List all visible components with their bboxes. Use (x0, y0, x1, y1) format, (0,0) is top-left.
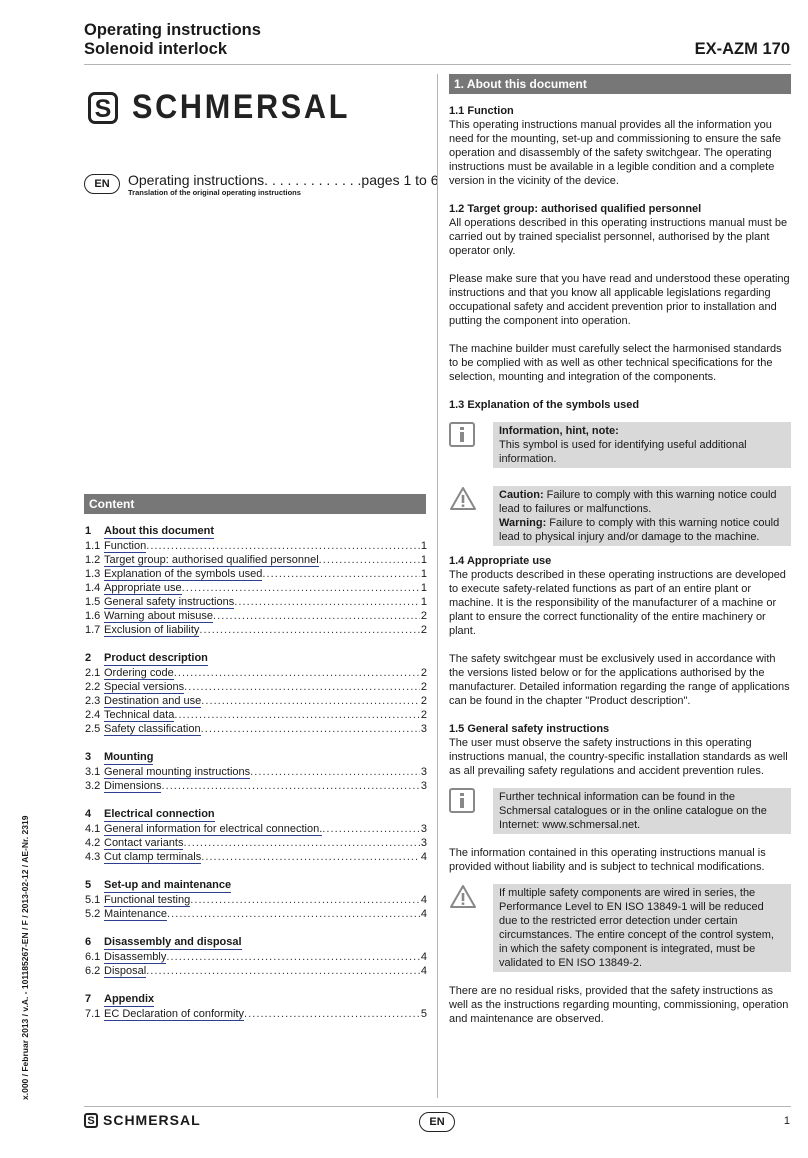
info-note-2 (449, 788, 791, 834)
toc-leader-dots (244, 1007, 420, 1021)
toc-entry-number: 1.4 (85, 582, 101, 594)
table-of-contents (85, 524, 427, 1035)
toc-entry-title: Explanation of the symbols used (104, 568, 263, 580)
document-title (84, 21, 261, 59)
info-icon (449, 788, 477, 814)
section-1-heading: 1. About this document (449, 74, 791, 94)
toc-entry-page: 1 (420, 554, 427, 566)
toc-entry-title: General safety instructions (104, 596, 235, 608)
toc-entry[interactable] (85, 893, 427, 907)
info-label: Information, hint, note: (499, 425, 619, 437)
toc-entry-line (104, 680, 427, 694)
toc-leader-dots (322, 822, 420, 836)
toc-section (85, 750, 427, 793)
toc-leader-dots (174, 708, 420, 722)
toc-section-title: Disassembly and disposal (104, 936, 242, 948)
toc-section (85, 878, 427, 921)
toc-entry-line (104, 950, 427, 964)
toc-section (85, 807, 427, 864)
toc-entry[interactable] (85, 694, 427, 708)
toc-entry-page: 2 (420, 610, 427, 622)
toc-entry[interactable] (85, 779, 427, 793)
toc-entry-line (104, 822, 427, 836)
toc-entry-page: 2 (420, 667, 427, 679)
toc-entry-page: 4 (420, 951, 427, 963)
brand-logo (88, 88, 374, 127)
toc-leader-dots (262, 567, 420, 581)
s12-title: 1.2 Target group: authorised qualified personnel (449, 203, 702, 215)
toc-leader-dots (161, 779, 419, 793)
toc-entry-number: 2.1 (85, 667, 101, 679)
toc-entry-line (104, 694, 427, 708)
toc-leader-dots (250, 765, 420, 779)
info-icon (449, 422, 477, 448)
toc-leader-dots (199, 623, 420, 637)
caution-note (449, 486, 791, 546)
toc-entry-line (104, 581, 427, 595)
model-name: EX-AZM 170 (694, 40, 790, 58)
toc-entry[interactable] (85, 539, 427, 553)
toc-section (85, 935, 427, 978)
toc-entry-line (104, 907, 427, 921)
toc-entry-line (104, 964, 427, 978)
s12-text-2: Please make sure that you have read and understood these operating instructions and that you know all applicable legislations regarding occupational safety and accident prevention prior to installation and putting the component into operation. (449, 273, 790, 327)
toc-entry-page: 3 (420, 780, 427, 792)
toc-leader-dots (166, 950, 420, 964)
warning-triangle-icon (449, 884, 477, 910)
brand-mark-icon: S (88, 92, 118, 124)
toc-entry-number: 7.1 (85, 1008, 101, 1020)
toc-entry-page: 4 (420, 894, 427, 906)
warning-text: Failure to comply with this warning notice could lead to physical injury and/or damage to the machine. (499, 517, 780, 543)
toc-section (85, 651, 427, 736)
toc-leader-dots (184, 680, 420, 694)
toc-entry-line (104, 666, 427, 680)
toc-leader-dots (183, 836, 419, 850)
s11-text: This operating instructions manual provides all the information you need for the mounting, set-up and commissioning to ensure the safe operation and disassembly of the safety switchgear. The operating instructions must be available in a legible condition and a complete version in the vicinity of the device. (449, 119, 782, 187)
toc-entry-page: 2 (420, 709, 427, 721)
warning-box-2: If multiple safety components are wired in series, the Performance Level to EN ISO 13849-1 will be reduced due to the restricted error detection under certain circumstances. The entire concept of the control system, in which the safety component is integrated, must be validated to EN ISO 13849-2. (493, 884, 791, 972)
toc-entry-number: 4.1 (85, 823, 101, 835)
info-box (493, 422, 791, 468)
s13-title: 1.3 Explanation of the symbols used (449, 399, 640, 411)
toc-entry[interactable] (85, 836, 427, 850)
toc-entry-title: Appropriate use (104, 582, 182, 594)
s14-title: 1.4 Appropriate use (449, 555, 552, 567)
section-1-body (449, 104, 791, 1040)
toc-entry[interactable] (85, 950, 427, 964)
toc-entry-line (104, 765, 427, 779)
toc-leader-dots (146, 964, 420, 978)
warning-triangle-icon (449, 486, 477, 512)
toc-entry-number: 3.2 (85, 780, 101, 792)
toc-entry[interactable] (85, 623, 427, 637)
toc-leader-dots (190, 893, 420, 907)
toc-section-number: 6 (85, 936, 92, 948)
toc-entry-number: 1.7 (85, 624, 101, 636)
toc-entry-number: 2.2 (85, 681, 101, 693)
toc-entry-title: Destination and use (104, 695, 202, 707)
toc-leader-dots (146, 539, 420, 553)
column-divider (437, 74, 438, 1098)
toc-entry[interactable] (85, 1007, 427, 1021)
toc-entry-line (104, 893, 427, 907)
toc-section-number: 1 (85, 525, 92, 537)
toc-entry-number: 3.1 (85, 766, 101, 778)
toc-entry[interactable] (85, 595, 427, 609)
info-text: This symbol is used for identifying useful additional information. (499, 439, 747, 465)
toc-entry-title: Contact variants (104, 837, 184, 849)
toc-entry-line (104, 1007, 427, 1021)
toc-section-number: 5 (85, 879, 92, 891)
footer-divider (84, 1106, 791, 1107)
cover-title: Operating instructions. . . . . . . . . . . . .pages 1 to 6 (128, 172, 439, 188)
toc-entry-page: 5 (420, 1008, 427, 1020)
toc-leader-dots (182, 581, 420, 595)
language-badge: EN (84, 174, 120, 194)
toc-entry-number: 1.6 (85, 610, 101, 622)
toc-entry-number: 5.2 (85, 908, 101, 920)
cover-subtitle: Translation of the original operating instructions (128, 188, 301, 197)
toc-entry-title: Exclusion of liability (104, 624, 200, 636)
s15-title: 1.5 General safety instructions (449, 723, 610, 735)
footer-logo (84, 1112, 201, 1128)
toc-entry-title: Target group: authorised qualified personnel (104, 554, 319, 566)
document-reference: x.000 / Februar 2013 / v.A. - 101185267-EN / F / 2013-02-12 / AE-Nr. 2319 (20, 815, 30, 1100)
toc-entry-title: Disposal (104, 965, 147, 977)
toc-leader-dots (201, 850, 420, 864)
toc-entry[interactable] (85, 964, 427, 978)
s11-title: 1.1 Function (449, 105, 514, 117)
page-number: 1 (783, 1115, 790, 1127)
toc-entry-number: 1.2 (85, 554, 101, 566)
toc-entry-number: 2.3 (85, 695, 101, 707)
toc-entry-line (104, 850, 427, 864)
info-note (449, 422, 791, 468)
s14-text-1: The products described in these operating instructions are developed to execute safety-related functions as part of an entire plant or machine. It is the responsibility of the manufacturer of a machine or plant to ensure the correct functionality of the entire machinery or plant. (449, 569, 786, 637)
caution-label: Caution: (499, 489, 544, 501)
s15-text-1: The user must observe the safety instructions in this operating instructions manual, the country-specific installation standards as well as all prevailing safety regulations and accident prevention rules. (449, 737, 788, 777)
toc-entry-number: 2.5 (85, 723, 101, 735)
toc-entry[interactable] (85, 722, 427, 736)
s15-text-3: There are no residual risks, provided that the safety instructions as well as the instructions regarding mounting, commissioning, operation and maintenance are observed. (449, 985, 789, 1025)
brand-name: SCHMERSAL (132, 88, 351, 126)
toc-section-number: 4 (85, 808, 92, 820)
title-line-2: Solenoid interlock (84, 40, 228, 58)
toc-entry[interactable] (85, 680, 427, 694)
toc-entry-page: 3 (420, 837, 427, 849)
toc-entry[interactable] (85, 581, 427, 595)
toc-entry[interactable] (85, 765, 427, 779)
footer-brand-mark-icon: S (84, 1113, 98, 1128)
toc-entry-title: Ordering code (104, 667, 174, 679)
toc-entry-number: 5.1 (85, 894, 101, 906)
toc-section-heading[interactable] (85, 992, 427, 1007)
toc-section-number: 2 (85, 652, 92, 664)
header-divider (84, 64, 791, 65)
toc-leader-dots (234, 595, 420, 609)
toc-section-number: 3 (85, 751, 92, 763)
toc-section-title: Electrical connection (104, 808, 215, 820)
toc-entry-title: Special versions (104, 681, 185, 693)
toc-entry-page: 1 (420, 568, 427, 580)
toc-entry-title: Warning about misuse (104, 610, 214, 622)
toc-entry-number: 2.4 (85, 709, 101, 721)
toc-section-title: Set-up and maintenance (104, 879, 232, 891)
info-box-2: Further technical information can be found in the Schmersal catalogues or in the online catalogue on the Internet: www.schmersal.net. (493, 788, 791, 834)
toc-entry[interactable] (85, 708, 427, 722)
toc-section (85, 524, 427, 637)
toc-entry-title: Technical data (104, 709, 175, 721)
s14-text-2: The safety switchgear must be exclusively used in accordance with the versions listed below or for the applications authorised by the manufacturer. Detailed information regarding the range of applications can be found in the chapter "Product description". (449, 653, 790, 707)
footer-language-badge: EN (419, 1112, 455, 1132)
toc-leader-dots (201, 694, 420, 708)
toc-entry-page: 3 (420, 766, 427, 778)
toc-section-heading[interactable] (85, 750, 427, 765)
toc-entry-page: 1 (420, 596, 427, 608)
toc-leader-dots (319, 553, 420, 567)
toc-entry-page: 2 (420, 681, 427, 693)
toc-entry-title: Safety classification (104, 723, 201, 735)
toc-entry-line (104, 722, 427, 736)
toc-entry-line (104, 539, 427, 553)
toc-section-heading[interactable] (85, 524, 427, 539)
toc-entry-page: 1 (420, 582, 427, 594)
toc-leader-dots (201, 722, 420, 736)
toc-entry-line (104, 836, 427, 850)
caution-text: Failure to comply with this warning notice could lead to failures or malfunctions. (499, 489, 777, 515)
toc-entry-title: Disassembly (104, 951, 167, 963)
toc-entry[interactable] (85, 553, 427, 567)
toc-entry[interactable] (85, 609, 427, 623)
toc-entry-line (104, 779, 427, 793)
toc-entry-number: 6.2 (85, 965, 101, 977)
toc-entry-number: 4.2 (85, 837, 101, 849)
toc-entry-page: 2 (420, 624, 427, 636)
toc-entry-page: 3 (420, 723, 427, 735)
toc-entry-title: Dimensions (104, 780, 162, 792)
toc-entry-line (104, 567, 427, 581)
toc-entry-title: General mounting instructions (104, 766, 251, 778)
warning-note-2 (449, 884, 791, 972)
toc-entry-page: 4 (420, 965, 427, 977)
toc-entry-number: 1.5 (85, 596, 101, 608)
toc-entry-line (104, 595, 427, 609)
toc-section (85, 992, 427, 1021)
toc-entry-title: Maintenance (104, 908, 167, 920)
s12-text-1: All operations described in this operating instructions manual must be carried out by trained specialist personnel, authorised by the plant operator only. (449, 217, 788, 257)
toc-entry-number: 6.1 (85, 951, 101, 963)
toc-entry-number: 1.1 (85, 540, 101, 552)
toc-leader-dots (174, 666, 420, 680)
toc-section-heading[interactable] (85, 935, 427, 950)
toc-entry-number: 4.3 (85, 851, 101, 863)
toc-section-heading[interactable] (85, 651, 427, 666)
toc-entry-title: Function (104, 540, 147, 552)
toc-entry-line (104, 553, 427, 567)
toc-entry[interactable] (85, 567, 427, 581)
footer-brand-name: SCHMERSAL (103, 1112, 201, 1128)
toc-entry-page: 2 (420, 695, 427, 707)
toc-entry-page: 4 (420, 908, 427, 920)
toc-entry-line (104, 708, 427, 722)
toc-entry[interactable] (85, 850, 427, 864)
toc-entry-title: General information for electrical connection. (104, 823, 323, 835)
toc-entry-page: 3 (420, 823, 427, 835)
caution-box (493, 486, 791, 546)
toc-entry[interactable] (85, 822, 427, 836)
warning-label: Warning: (499, 517, 547, 529)
toc-leader-dots (167, 907, 420, 921)
toc-section-title: About this document (104, 525, 214, 537)
toc-section-title: Appendix (104, 993, 155, 1005)
s12-text-3: The machine builder must carefully select the harmonised standards to be complied with as well as other technical specifications for the selection, mounting and integration of the components. (449, 343, 782, 383)
toc-entry-title: EC Declaration of conformity (104, 1008, 244, 1020)
toc-entry[interactable] (85, 907, 427, 921)
toc-section-number: 7 (85, 993, 92, 1005)
title-line-1: Operating instructions (84, 21, 261, 39)
toc-entry-line (104, 623, 427, 637)
toc-section-heading[interactable] (85, 807, 427, 822)
toc-leader-dots (213, 609, 420, 623)
toc-entry-line (104, 609, 427, 623)
toc-entry-title: Functional testing (104, 894, 191, 906)
contents-heading: Content (84, 494, 426, 514)
toc-section-title: Product description (104, 652, 208, 664)
toc-entry-page: 4 (420, 851, 427, 863)
s15-text-2: The information contained in this operating instructions manual is provided without liability and is subject to technical modifications. (449, 847, 766, 873)
toc-entry-page: 1 (420, 540, 427, 552)
toc-entry-number: 1.3 (85, 568, 101, 580)
toc-entry-title: Cut clamp terminals (104, 851, 202, 863)
toc-entry[interactable] (85, 666, 427, 680)
toc-section-heading[interactable] (85, 878, 427, 893)
toc-section-title: Mounting (104, 751, 154, 763)
